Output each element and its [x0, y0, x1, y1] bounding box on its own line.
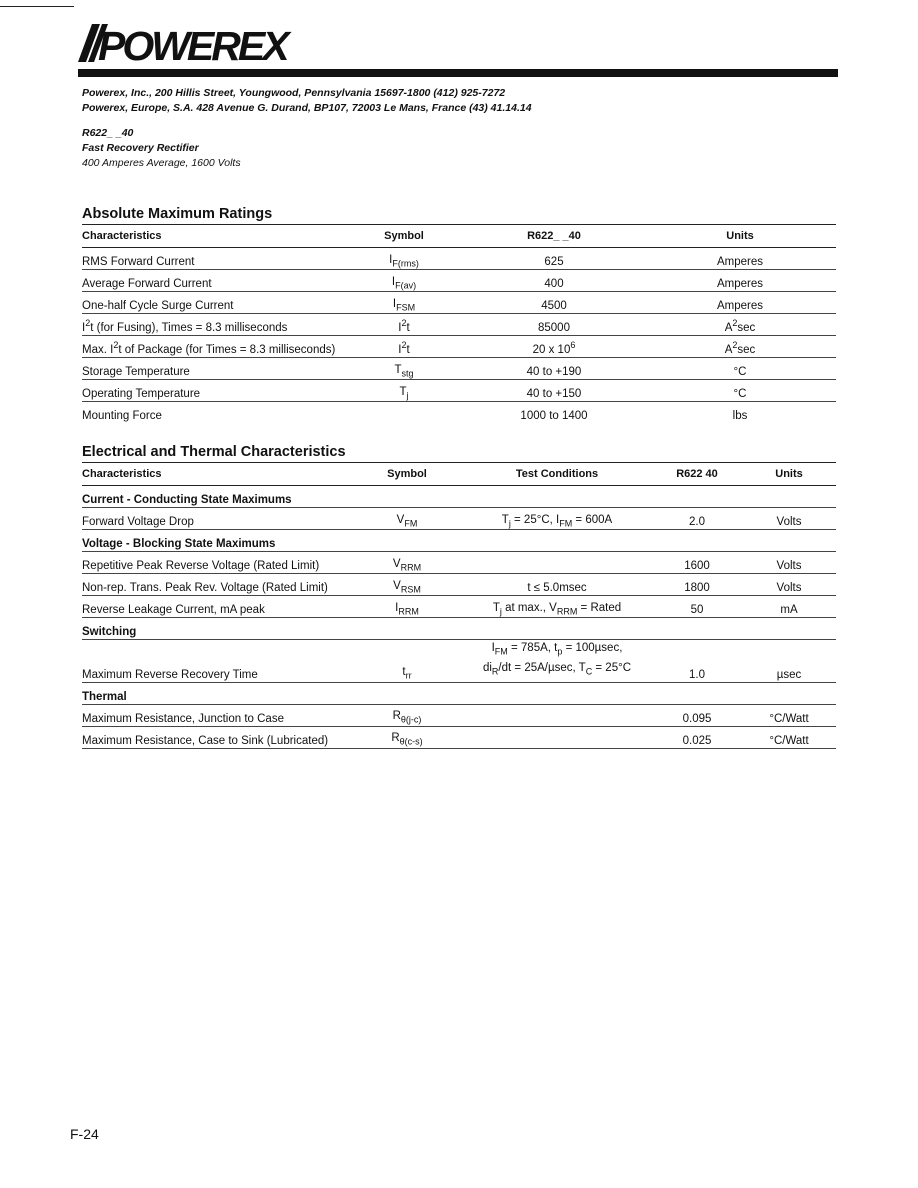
value: 85000 [464, 314, 644, 336]
table-header-row [82, 225, 836, 248]
symbol: $V_{FM}$ [352, 508, 462, 530]
units: Amperes [644, 248, 836, 270]
col-symbol: Symbol [352, 463, 462, 486]
value: 40 to +150 [464, 380, 644, 402]
units: µsec [742, 640, 836, 683]
units: °C [644, 358, 836, 380]
table-row [82, 314, 836, 336]
symbol: $V_{RSM}$ [352, 574, 462, 596]
col-characteristics: Characteristics [82, 463, 352, 486]
table-row [82, 704, 836, 726]
part-number: R622_ _40 [82, 127, 134, 139]
test-conditions [462, 704, 652, 726]
table-row [82, 248, 836, 270]
value: 1600 [652, 552, 742, 574]
symbol: $t_{rr}$ [352, 640, 462, 683]
symbol: $V_{RRM}$ [352, 552, 462, 574]
elec-table [82, 463, 836, 749]
abs-max-table [82, 225, 836, 423]
group-thermal: Thermal [82, 682, 836, 704]
tc-line-2: $di_R/dt = 25A/\mu\sec$, $T_C = 25^\circ C$ [482, 662, 632, 677]
characteristic: Storage Temperature [82, 358, 344, 380]
units: °C/Watt [742, 726, 836, 748]
value: 1000 to 1400 [520, 410, 588, 422]
col-characteristics: Characteristics [82, 225, 344, 248]
value: 0.025 [652, 726, 742, 748]
header-rule [78, 69, 838, 77]
group-heading-row [82, 618, 836, 640]
test-conditions: $T_j$ at max., $V_{RRM}$ = Rated [462, 596, 652, 618]
symbol [344, 402, 464, 424]
characteristic: Max. $I^2t$ of Package (for Times = 8.3 milliseconds) [82, 336, 344, 358]
symbol: $I_{FSM}$ [344, 292, 464, 314]
symbol: $I_{RRM}$ [352, 596, 462, 618]
table-row [82, 270, 836, 292]
characteristic: Mounting Force [82, 410, 162, 422]
page-number: F-24 [70, 1126, 99, 1142]
value: 1800 [652, 574, 742, 596]
table-row [82, 726, 836, 748]
characteristic: Repetitive Peak Reverse Voltage (Rated Limit) [82, 552, 352, 574]
table-row [82, 640, 836, 683]
units: °C/Watt [742, 704, 836, 726]
value: 50 [652, 596, 742, 618]
group-heading-row [82, 486, 836, 508]
characteristic: One-half Cycle Surge Current [82, 292, 344, 314]
symbol: $T_j$ [344, 380, 464, 402]
table-row [82, 292, 836, 314]
table-header-row [82, 463, 836, 486]
units: $A^2\sec$ [644, 336, 836, 358]
units: Volts [742, 574, 836, 596]
group-heading-row [82, 530, 836, 552]
characteristic: Reverse Leakage Current, mA peak [82, 596, 352, 618]
units: Volts [742, 508, 836, 530]
tc-line-1: $I_{FM} = 785A$, $t_p = 100\mu\sec$, [491, 642, 623, 657]
table-row [82, 402, 836, 424]
value: 2.0 [652, 508, 742, 530]
characteristic: Average Forward Current [82, 270, 344, 292]
characteristic: RMS Forward Current [82, 248, 344, 270]
units: °C [644, 380, 836, 402]
table-row [82, 574, 836, 596]
symbol: $R_{\theta(c-s)}$ [352, 726, 462, 748]
value: 625 [464, 248, 644, 270]
table-row [82, 336, 836, 358]
table-row [82, 596, 836, 618]
characteristic: Maximum Resistance, Junction to Case [82, 704, 352, 726]
address-us: Powerex, Inc., 200 Hillis Street, Youngwood, Pennsylvania 15697-1800 (412) 925-7272 [82, 87, 506, 99]
characteristic: Non-rep. Trans. Peak Rev. Voltage (Rated Limit) [82, 574, 352, 596]
group-conducting: Current - Conducting State Maximums [82, 486, 836, 508]
table-row [82, 508, 836, 530]
group-heading-row [82, 682, 836, 704]
symbol: $I^2t$ [344, 314, 464, 336]
symbol: $I_{F(rms)}$ [344, 248, 464, 270]
abs-max-title: Absolute Maximum Ratings [82, 206, 273, 222]
col-units: Units [644, 225, 836, 248]
units: Volts [742, 552, 836, 574]
top-edge-line [0, 6, 74, 7]
group-switching: Switching [82, 618, 836, 640]
test-conditions [462, 640, 652, 683]
units: Amperes [644, 270, 836, 292]
product-rating: 400 Amperes Average, 1600 Volts [82, 157, 241, 169]
col-test-conditions: Test Conditions [462, 463, 652, 486]
value: 400 [464, 270, 644, 292]
elec-title: Electrical and Thermal Characteristics [82, 444, 346, 460]
units: Amperes [644, 292, 836, 314]
units: $A^2\sec$ [644, 314, 836, 336]
group-blocking: Voltage - Blocking State Maximums [82, 530, 836, 552]
address-europe: Powerex, Europe, S.A. 428 Avenue G. Durand, BP107, 72003 Le Mans, France (43) 41.14.14 [82, 102, 532, 114]
powerex-logo [78, 22, 300, 64]
symbol: $R_{\theta(j-c)}$ [352, 704, 462, 726]
characteristic: $I^2t$ (for Fusing), Times = 8.3 milliseconds [82, 314, 344, 336]
value: 0.095 [652, 704, 742, 726]
col-rating: R622_ _40 [464, 225, 644, 248]
table-row [82, 552, 836, 574]
product-type: Fast Recovery Rectifier [82, 142, 199, 154]
characteristic: Forward Voltage Drop [82, 508, 352, 530]
symbol: $I^2t$ [344, 336, 464, 358]
test-conditions [462, 552, 652, 574]
symbol: $T_{stg}$ [344, 358, 464, 380]
value: 40 to +190 [464, 358, 644, 380]
test-conditions [462, 726, 652, 748]
col-symbol: Symbol [344, 225, 464, 248]
table-row [82, 380, 836, 402]
characteristic: Operating Temperature [82, 380, 344, 402]
value: 20 x $10^6$ [464, 336, 644, 358]
value: 4500 [464, 292, 644, 314]
col-rating: R622 40 [652, 463, 742, 486]
characteristic: Maximum Resistance, Case to Sink (Lubricated) [82, 726, 352, 748]
table-row [82, 358, 836, 380]
test-conditions: $T_j = 25^\circ C$, $I_{FM} = 600A$ [462, 508, 652, 530]
col-units: Units [742, 463, 836, 486]
units: mA [742, 596, 836, 618]
value: 1.0 [652, 640, 742, 683]
characteristic: Maximum Reverse Recovery Time [82, 640, 352, 683]
units: lbs [732, 410, 748, 422]
test-conditions: t ≤ 5.0msec [462, 574, 652, 596]
symbol: $I_{F(av)}$ [344, 270, 464, 292]
svg-text:POWEREX: POWEREX [98, 23, 287, 64]
